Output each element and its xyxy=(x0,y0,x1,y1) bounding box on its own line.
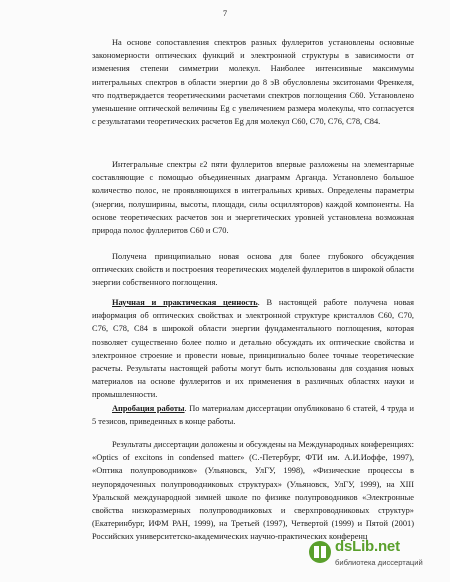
section-text-practical: . В настоящей работе получена новая информация об оптических свойствах и электронной структуре кристаллов C60, C70, C76, C78, C84 в широкой области энергии фундаментального поглощения, которая позволяет существенно более полно и детально обсуждать их оптические свойства и электронное строение и провести новые, принципиально более точные теоретические расчеты. Результаты настоящей работы могут быть использованы для создания новых материалов на основе фуллеритов и их применения в различных областях науки и промышленности. xyxy=(92,298,414,400)
watermark-title: dsLib.net xyxy=(335,538,400,555)
paragraph-new-basis: Получена принципиально новая основа для более глубокого обсуждения оптических свойств и построения теоретических моделей фуллеритов в широкой области энергии собственного поглощения. xyxy=(92,252,414,288)
watermark-subtitle: библиотека диссертаций xyxy=(335,558,423,567)
paragraph-integral-spectra: Интегральные спектры ε2 пяти фуллеритов впервые разложены на элементарные составляющие с помощью объединенных диаграмм Арганда. Установлено большое количество полос, не проявляющихся в интегральных кривых. Определены параметры (энергии, полуширины, высоты, площади, силы осцилляторов) каждой компоненты. На основе теоретических расчетов зон и энергетических уровней установлена возможная природа полос фуллеритов C60 и C70. xyxy=(92,160,414,236)
section-approbation xyxy=(92,402,414,428)
section-text-approbation: . По материалам диссертации опубликовано 6 статей, 4 труда и 5 тезисов, приведенных в конце работы. xyxy=(92,404,414,427)
watermark[interactable] xyxy=(308,538,438,572)
section-practical-value xyxy=(92,296,414,402)
paragraph-spectra-comparison: На основе сопоставления спектров разных фуллеритов установлены основные закономерности оптических функций и электронной структуры в зависимости от изменения степени симметрии молекул. Наиболее интенсивные максимумы интегральных спектров в области энергии до 8 эВ обусловлены экситонами Френкеля, что подтверждается теоретическими расчетами спектров поглощения C60. Установлено уменьшение оптической величины Eg с увеличением размера молекулы, что согласуется с результатами теоретических расчетов Eg для молекул C60, C70, C76, C78, C84. xyxy=(92,38,414,127)
dslib-logo-icon xyxy=(308,540,332,564)
paragraph-conferences: Результаты диссертации доложены и обсуждены на Международных конференциях: «Optics of excitons in condensed matter» (С.-Петербург, ФТИ им. А.И.Иоффе, 1997), «Оптика полупроводников» (Ульяновск, УлГУ, 1998), «Физические процессы в неупорядоченных полупроводниковых структурах» (Ульяновск, УлГУ, 1999), на XIII Уральской международной зимней школе по физике полупроводников «Электронные свойства низкоразмерных полупроводниковых и сверхпроводниковых структур» (Екатеринбург, ИФМ РАН, 1999), на Третьей (1997), Четвертой (1999) и Пятой (2001) Российских университетско-академических научно-практических конференц xyxy=(92,440,414,542)
page-number: 7 xyxy=(222,8,228,18)
section-heading-approbation: Апробация работы xyxy=(112,404,185,413)
section-heading-practical: Научная и практическая ценность xyxy=(112,298,258,307)
